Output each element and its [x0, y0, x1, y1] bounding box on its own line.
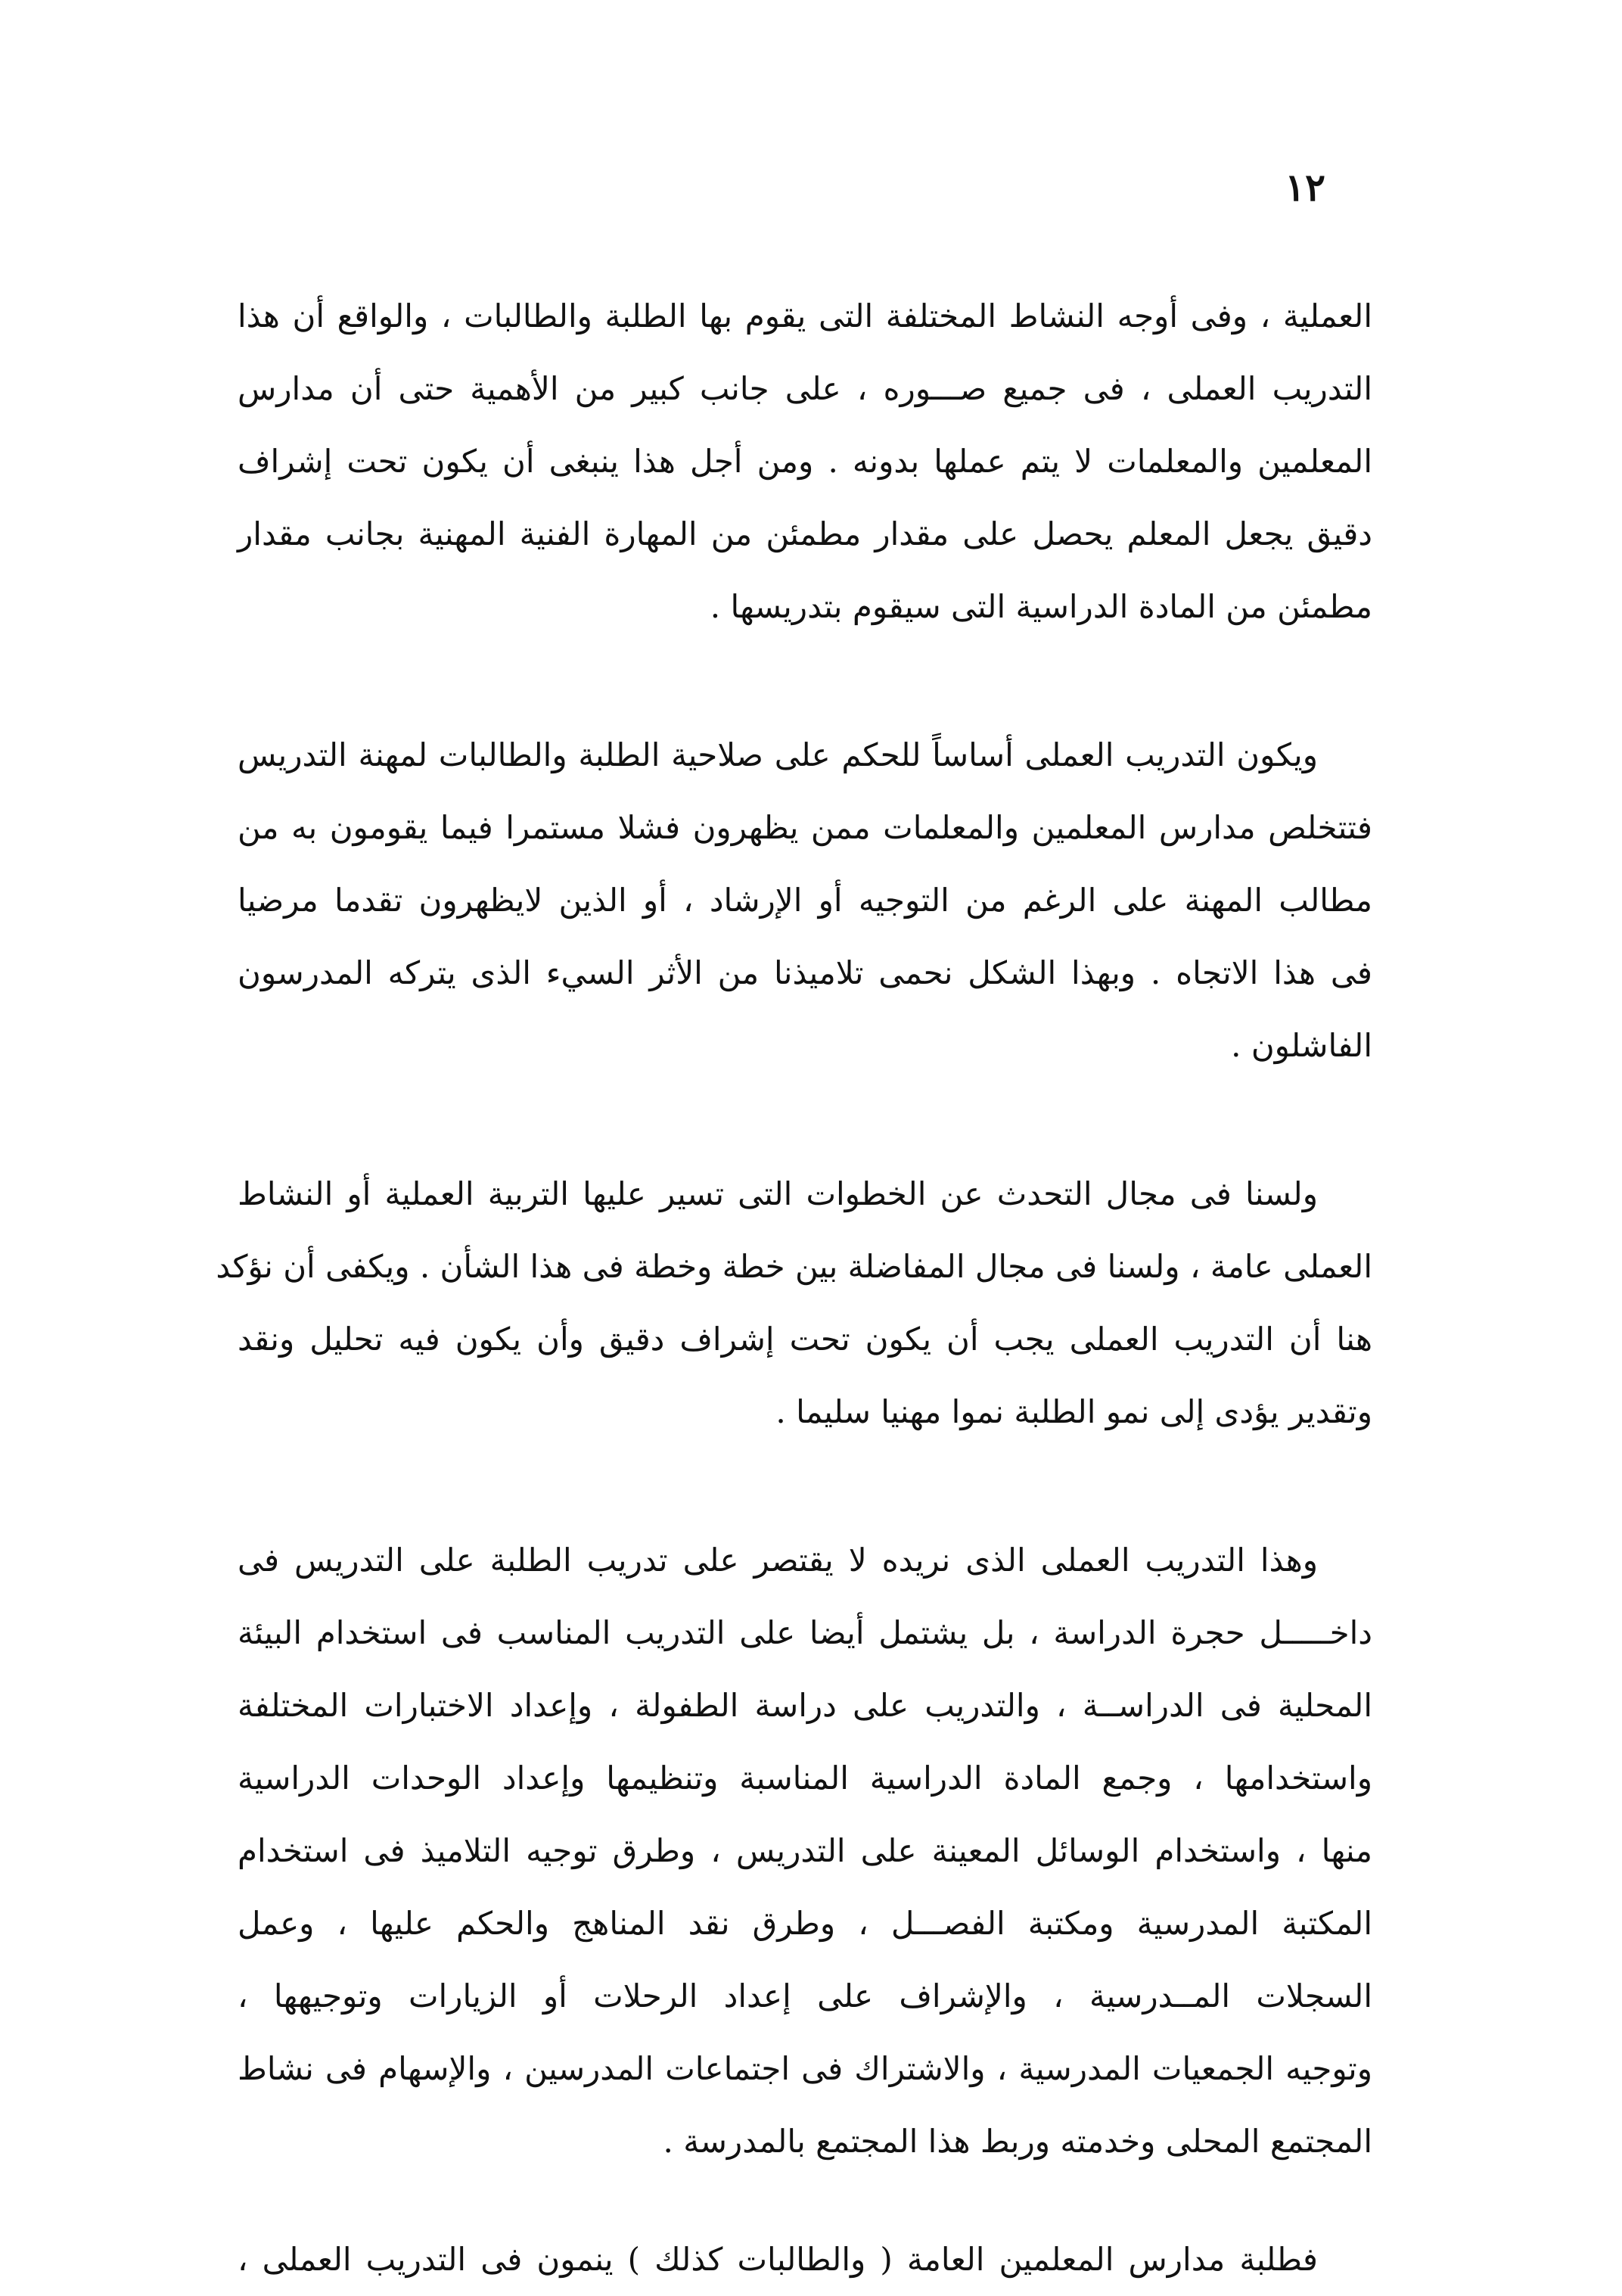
paragraph-gap	[238, 1448, 1372, 1524]
text-line: المعلمين والمعلمات لا يتم عملها بدونه . ومن أجل هذا ينبغى أن يكون تحت إشراف	[238, 443, 1372, 480]
paragraph-2	[238, 719, 1372, 1082]
body-text	[216, 280, 1372, 2296]
text-line: منها ، واستخدام الوسائل المعينة على التدريس ، وطرق توجيه التلاميذ فى استخدام	[238, 1832, 1372, 1869]
text-line: هنا أن التدريب العملى يجب أن يكون تحت إشراف دقيق وأن يكون فيه تحليل ونقد	[238, 1321, 1372, 1358]
text-line: داخـــــل حجرة الدراسة ، بل يشتمل أيضا على التدريب المناسب فى استخدام البيئة	[238, 1614, 1372, 1651]
text-line: واستخدامها ، وجمع المادة الدراسية المناسبة وتنظيمها وإعداد الوحدات الدراسية	[238, 1759, 1372, 1797]
text-line: المكتبة المدرسية ومكتبة الفصـــل ، وطرق نقد المناهج والحكم عليها ، وعمل	[238, 1905, 1372, 1942]
text-line: فتتخلص مدارس المعلمين والمعلمات ممن يظهرون فشلا مستمرا فيما يقومون به من	[238, 809, 1372, 846]
text-line: ويكون التدريب العملى أساساً للحكم على صلاحية الطلبة والطالبات لمهنة التدريس	[238, 736, 1318, 773]
paragraph-gap	[238, 2178, 1372, 2223]
text-line: وهذا التدريب العملى الذى نريده لا يقتصر على تدريب الطلبة على التدريس فى	[238, 1542, 1318, 1579]
text-line: التدريب العملى ، فى جميع صـــوره ، على جانب كبير من الأهمية حتى أن مدارس	[238, 370, 1372, 407]
text-line: السجلات المــدرسية ، والإشراف على إعداد الرحلات أو الزيارات وتوجيهها ،	[238, 1977, 1372, 2014]
paragraph-gap	[238, 1082, 1372, 1158]
paragraph-5	[238, 2223, 1372, 2296]
text-line: فى هذا الاتجاه . وبهذا الشكل نحمى تلاميذنا من الأثر السيء الذى يتركه المدرسون	[238, 954, 1372, 991]
text-line: المحلية فى الدراســة ، والتدريب على دراسة الطفولة ، وإعداد الاختبارات المختلفة	[238, 1687, 1372, 1724]
text-line: المجتمع المحلى وخدمته وربط هذا المجتمع بالمدرسة .	[663, 2123, 1372, 2160]
text-line: وتقدير يؤدى إلى نمو الطلبة نموا مهنيا سليما .	[775, 1393, 1372, 1430]
paragraph-3	[216, 1158, 1372, 1448]
paragraph-gap	[238, 643, 1372, 719]
page-number: ١٢	[1285, 165, 1325, 210]
paragraph-4	[238, 1524, 1372, 2178]
text-line: دقيق يجعل المعلم يحصل على مقدار مطمئن من المهارة الفنية المهنية بجانب مقدار	[238, 515, 1372, 552]
text-line: فطلبة مدارس المعلمين العامة ( والطالبات كذلك ) ينمون فى التدريب العملى ،	[238, 2241, 1318, 2278]
text-line: ولسنا فى مجال التحدث عن الخطوات التى تسير عليها التربية العملية أو النشاط	[238, 1175, 1318, 1212]
text-line: وتوجيه الجمعيات المدرسية ، والاشتراك فى اجتماعات المدرسين ، والإسهام فى نشاط	[238, 2050, 1372, 2087]
text-line: العملية ، وفى أوجه النشاط المختلفة التى يقوم بها الطلبة والطالبات ، والواقع أن هذا	[238, 297, 1372, 334]
text-line: مطالب المهنة على الرغم من التوجيه أو الإرشاد ، أو الذين لايظهرون تقدما مرضيا	[238, 882, 1372, 919]
text-line: الفاشلون .	[1231, 1027, 1372, 1064]
text-line: مطمئن من المادة الدراسية التى سيقوم بتدريسها .	[710, 588, 1372, 625]
paragraph-1	[238, 280, 1372, 643]
text-line: العملى عامة ، ولسنا فى مجال المفاضلة بين خطة وخطة فى هذا الشأن . ويكفى أن نؤكد	[216, 1248, 1372, 1285]
